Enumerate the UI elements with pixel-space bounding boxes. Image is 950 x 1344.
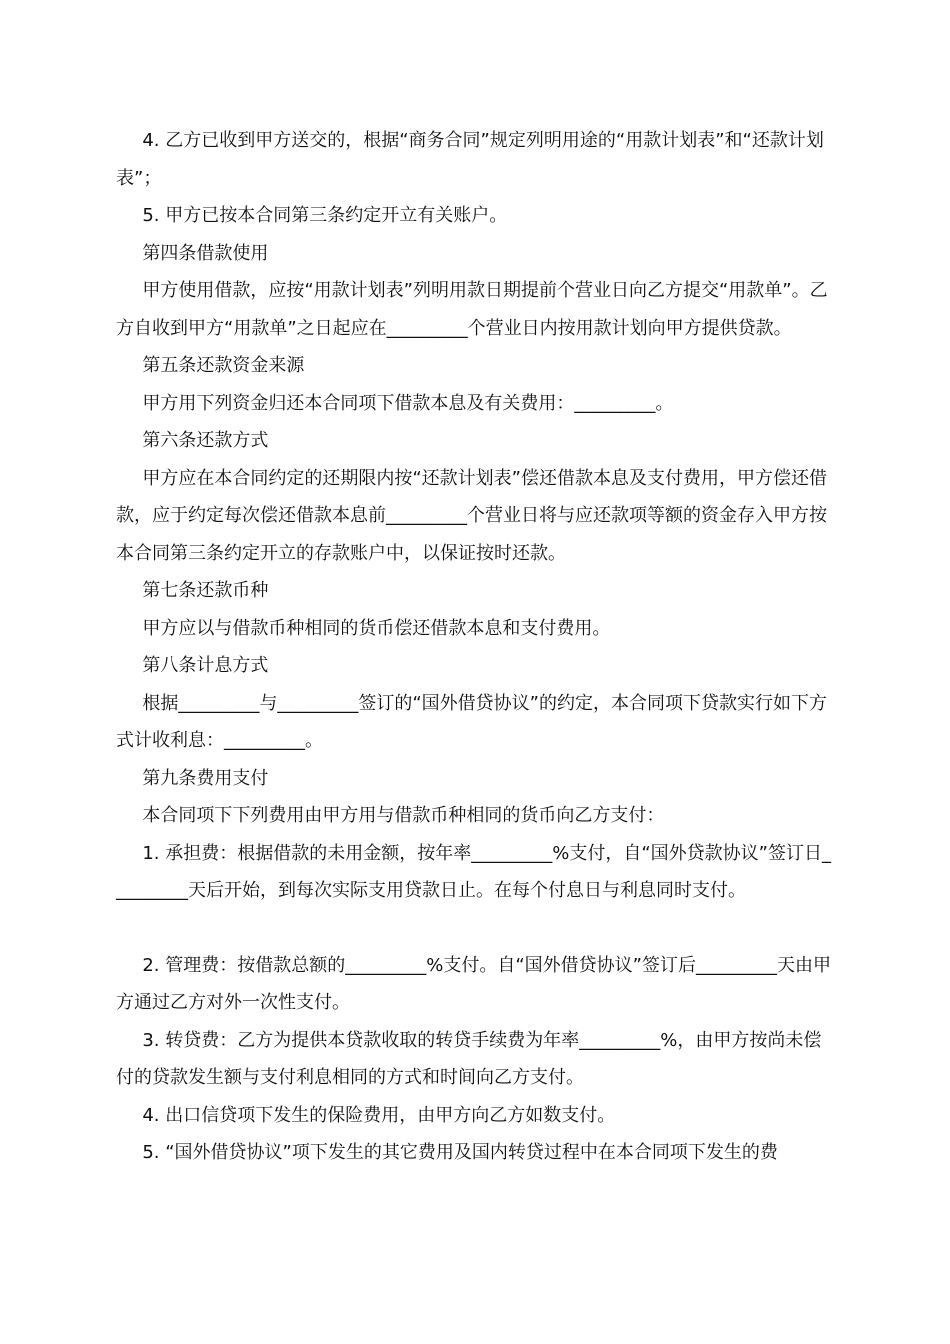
article-6-body: 甲方应在本合同约定的还期限内按“还款计划表”偿还借款本息及支付费用，甲方偿还借款，应于约定每次偿还借款本息前_________个营业日将与应还款项等额的资金存入甲方按本合同第三条约定开立的存款账户中，以保证按时还款。 xyxy=(116,467,827,564)
article-heading-7: 第七条还款币种 xyxy=(142,580,269,601)
paragraph-gap xyxy=(116,910,836,947)
clause-item-5: 5. 甲方已按本合同第三条约定开立有关账户。 xyxy=(142,205,508,226)
fee-item-1: 1. 承担费：根据借款的未用金额，按年率_________%支付，自“国外贷款协议”签订日_________天后开始，到每次实际支用贷款日止。在每个付息日与利息同时支付。 xyxy=(116,842,831,901)
fee-item-2: 2. 管理费：按借款总额的_________%支付。自“国外借贷协议”签订后_________天由甲方通过乙方对外一次性支付。 xyxy=(116,954,831,1013)
article-heading-8: 第八条计息方式 xyxy=(142,655,269,676)
article-7-body: 甲方应以与借款币种相同的货币偿还借款本息和支付费用。 xyxy=(142,617,611,639)
article-4-body: 甲方使用借款，应按“用款计划表”列明用款日期提前个营业日向乙方提交“用款单”。乙方自收到甲方“用款单”之日起应在_________个营业日内按用款计划向甲方提供贷款。 xyxy=(116,280,828,339)
article-heading-9: 第九条费用支付 xyxy=(142,767,269,789)
article-8-body: 根据_________与_________签订的“国外借贷协议”的约定，本合同项下贷款实行如下方式计收利息：_________。 xyxy=(116,692,827,751)
article-9-intro: 本合同项下下列费用由甲方用与借款币种相同的货币向乙方支付： xyxy=(142,805,665,826)
article-heading-5: 第五条还款资金来源 xyxy=(142,355,305,376)
fee-item-4: 4. 出口信贷项下发生的保险费用，由甲方向乙方如数支付。 xyxy=(142,1104,616,1126)
article-heading-6: 第六条还款方式 xyxy=(142,430,269,451)
article-heading-4: 第四条借款使用 xyxy=(142,242,269,264)
fee-item-5: 5. “国外借贷协议”项下发生的其它费用及国内转贷过程中在本合同项下发生的费 xyxy=(142,1142,778,1163)
fee-item-3: 3. 转贷费：乙方为提供本贷款收取的转贷手续费为年率_________%，由甲方按尚未偿付的贷款发生额与支付利息相同的方式和时间向乙方支付。 xyxy=(116,1029,822,1088)
document-body xyxy=(116,122,836,1172)
article-5-body: 甲方用下列资金归还本合同项下借款本息及有关费用：_________。 xyxy=(142,392,674,414)
clause-item-4: 4. 乙方已收到甲方送交的，根据“商务合同”规定列明用途的“用款计划表”和“还款计划表”； xyxy=(116,130,824,189)
